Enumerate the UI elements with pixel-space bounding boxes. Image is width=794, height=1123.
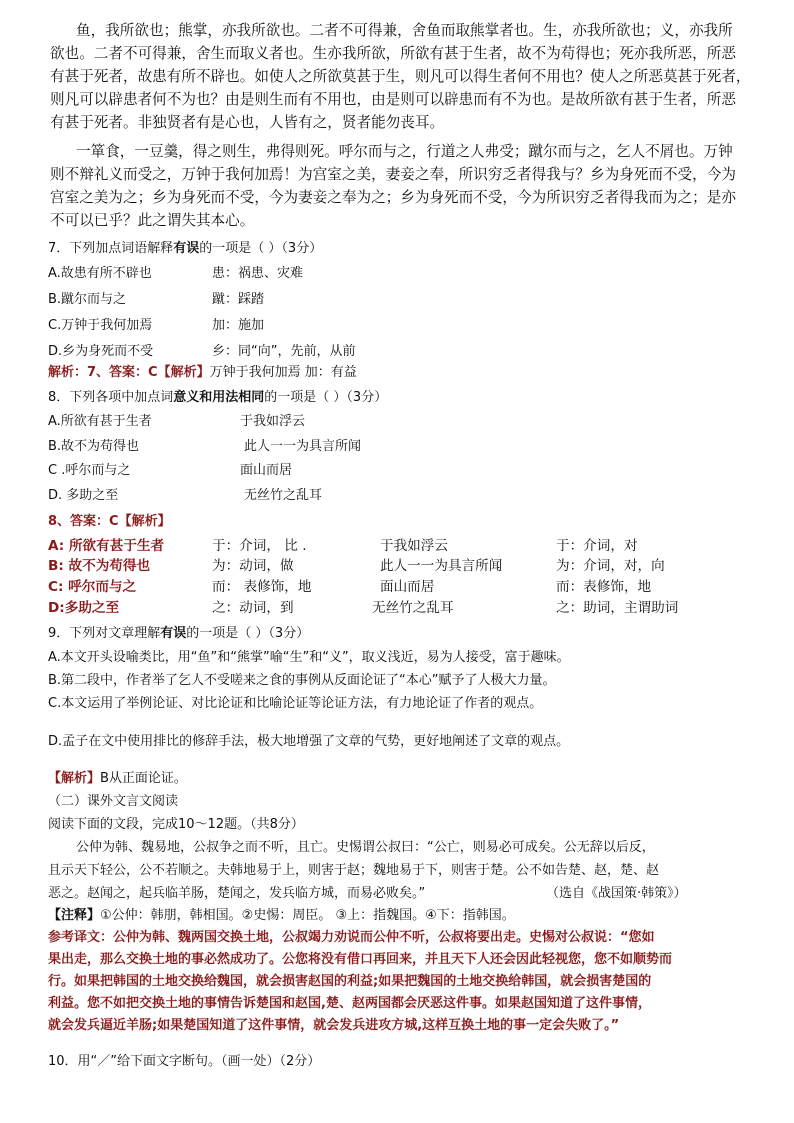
q7-option-a-gloss: 患：祸患、灾难	[212, 266, 304, 281]
passage-p1-line-4: 则凡可以辟患者何不为也？由是则生而有不用也，由是则可以辟患而有不为也。是故所欲有甚于生者，所恶	[50, 91, 736, 108]
q8-option-b-compare: 此人一一为具言所闻	[244, 439, 362, 454]
passage-p1-line-2: 欲也。二者不可得兼，舍生而取义者也。生亦我所欲，所欲有甚于生者，故不为苟得也；死亦我所恶，所恶	[50, 45, 736, 62]
q8-option-d-compare: 无丝竹之乱耳	[244, 488, 323, 503]
q8-option-c-compare: 面山而居	[240, 463, 293, 478]
q8-analysis-a-compare: 于我如浮云	[380, 538, 448, 554]
q8-option-d: D. 多助之至	[48, 488, 119, 503]
q8-analysis-d-meaning: 之：动词，到	[212, 600, 294, 616]
q8-option-c: C .呼尔而与之	[48, 463, 131, 478]
q8-analysis-b-phrase: B: 故不为苟得也	[48, 558, 151, 574]
passage-p2-line-2: 则不辩礼义而受之，万钟于我何加焉！为宫室之美，妻妾之奉，所识穷乏者得我与？乡为身死而不受，今为	[50, 166, 736, 183]
passage-p2-line-3: 宫室之美为之；乡为身死而不受，今为妻妾之奉为之；乡为身死而不受，今为所识穷乏者得我而为之；是亦	[50, 189, 736, 206]
passage-p1-line-5: 有甚于死者。非独贤者有是心也，人皆有之，贤者能勿丧耳。	[50, 114, 445, 131]
section2-instruction: 阅读下面的文段，完成10～12题。（共8分）	[48, 817, 304, 832]
q9-option-a: A.本文开头设喻类比，用“鱼”和“熊掌”喻“生”和“义”，取义浅近，易为人接受，富于趣味。	[48, 650, 570, 665]
q9-option-c: C.本文运用了举例论证、对比论证和比喻论证等论证方法，有力地论证了作者的观点。	[48, 696, 543, 711]
q9-answer: 【解析】B从正面论证。	[48, 771, 187, 786]
q8-analysis-d-compare: 无丝竹之乱耳	[372, 600, 454, 616]
q9-stem: 9．下列对文章理解有误的一项是（ ）（3分）	[48, 626, 310, 641]
passage-p1-line-1: 鱼，我所欲也；熊掌，亦我所欲也。二者不可得兼，舍鱼而取熊掌者也。生，亦我所欲也；义，亦我所	[76, 22, 733, 39]
q7-option-b-gloss: 蹴：踩踏	[212, 292, 265, 307]
section2-heading: （二）课外文言文阅读	[48, 794, 179, 809]
q8-analysis-b-compare: 此人一一为具言所闻	[380, 558, 503, 574]
q8-analysis-d-phrase: D:多助之至	[48, 600, 120, 616]
q9-option-b: B.第二段中，作者举了乞人不受嗟来之食的事例从反面论证了“本心”赋予了人极大力量。	[48, 673, 556, 688]
q8-analysis-c-compare: 面山而居	[380, 579, 435, 595]
section2-translation-line-4: 利益。您不如把交换土地的事情告诉楚国和赵国,楚、赵两国都会厌恶这件事。如果赵国知道了这件事情，	[48, 996, 651, 1011]
q8-analysis-b-meaning: 为：动词，做	[212, 558, 294, 574]
q8-option-a-compare: 于我如浮云	[240, 414, 306, 429]
section2-translation-line-2: 果出走，那么交换土地的事必然成功了。公您将没有借口再回来，并且天下人还会因此轻视您，您不如顺势而	[48, 952, 673, 967]
q10-stem: 10．用“／”给下面文字断句。（画一处）（2分）	[48, 1054, 321, 1069]
q8-analysis-b-compare-meaning: 为：介词，对，向	[556, 558, 665, 574]
q8-analysis-a-phrase: A: 所欲有甚于生者	[48, 538, 165, 554]
section2-text-line-2: 且示天下轻公，公不若顺之。夫韩地易于上，则害于赵；魏地易于下，则害于楚。公不如告楚、赵，楚、赵	[48, 863, 660, 878]
q7-stem: 7．下列加点词语解释有误的一项是（ ）（3分）	[48, 241, 323, 256]
q7-option-a: A.故患有所不辟也	[48, 266, 152, 281]
q7-answer: 解析：7、答案：C【解析】万钟于我何加焉 加：有益	[48, 365, 357, 380]
passage-p2-line-1: 一箪食，一豆羹，得之则生，弗得则死。呼尔而与之，行道之人弗受；蹴尔而与之，乞人不屑也。万钟	[76, 143, 733, 160]
section2-translation-line-1: 参考译文：公仲为韩、魏两国交换土地，公叔竭力劝说而公仲不听，公叔将要出走。史惕对公叔说：“您如	[48, 930, 655, 945]
section2-text-line-3: 恶之。赵闻之，起兵临羊肠，楚闻之，发兵临方城，而易必败矣。”	[48, 886, 426, 901]
q7-option-c: C.万钟于我何加焉	[48, 318, 153, 333]
q8-analysis-a-meaning: 于：介词， 比 .	[212, 538, 307, 554]
section2-translation-line-5: 就会发兵逼近羊肠;如果楚国知道了这件事情，就会发兵进攻方城,这样互换土地的事一定会失败了。”	[48, 1018, 620, 1033]
q8-stem: 8．下列各项中加点词意义和用法相同的一项是（ ）（3分）	[48, 390, 388, 405]
q9-option-d: D.孟子在文中使用排比的修辞手法，极大地增强了文章的气势，更好地阐述了文章的观点。	[48, 734, 570, 749]
q8-analysis-a-compare-meaning: 于：介词，对	[556, 538, 638, 554]
q7-option-d-gloss: 乡：同“向”，先前，从前	[212, 344, 356, 359]
q8-option-a: A.所欲有甚于生者	[48, 414, 152, 429]
section2-source: （选自《战国策·韩策》）	[546, 886, 687, 901]
q7-option-c-gloss: 加：施加	[212, 318, 265, 333]
passage-p1-line-3: 有甚于死者，故患有所不辟也。如使人之所欲莫甚于生，则凡可以得生者何不用也？使人之所恶莫甚于死者，	[50, 68, 751, 85]
section2-text-line-1: 公仲为韩、魏易地，公叔争之而不听，且亡。史惕谓公叔曰：“公亡，则易必可成矣。公无辞以后反，	[76, 840, 655, 855]
section2-translation-line-3: 行。如果把韩国的土地交换给魏国，就会损害赵国的利益;如果把魏国的土地交换给韩国，就会损害楚国的	[48, 974, 652, 989]
section2-note: 【注释】①公仲：韩朋，韩相国。②史惕：周臣。 ③上：指魏国。④下：指韩国。	[48, 908, 515, 923]
q8-analysis-c-phrase: C: 呼尔而与之	[48, 579, 137, 595]
passage-p2-line-4: 不可以已乎？此之谓失其本心。	[50, 212, 255, 229]
q7-option-b: B.蹴尔而与之	[48, 292, 127, 307]
q8-analysis-c-compare-meaning: 而：表修饰，地	[556, 579, 652, 595]
q8-option-b: B.故不为苟得也	[48, 439, 140, 454]
q8-analysis-d-compare-meaning: 之：助词，主谓助词	[556, 600, 679, 616]
q8-answer-label: 8、答案：C【解析】	[48, 514, 171, 529]
q7-option-d: D.乡为身死而不受	[48, 344, 154, 359]
q8-analysis-c-meaning: 而： 表修饰，地	[212, 579, 312, 595]
